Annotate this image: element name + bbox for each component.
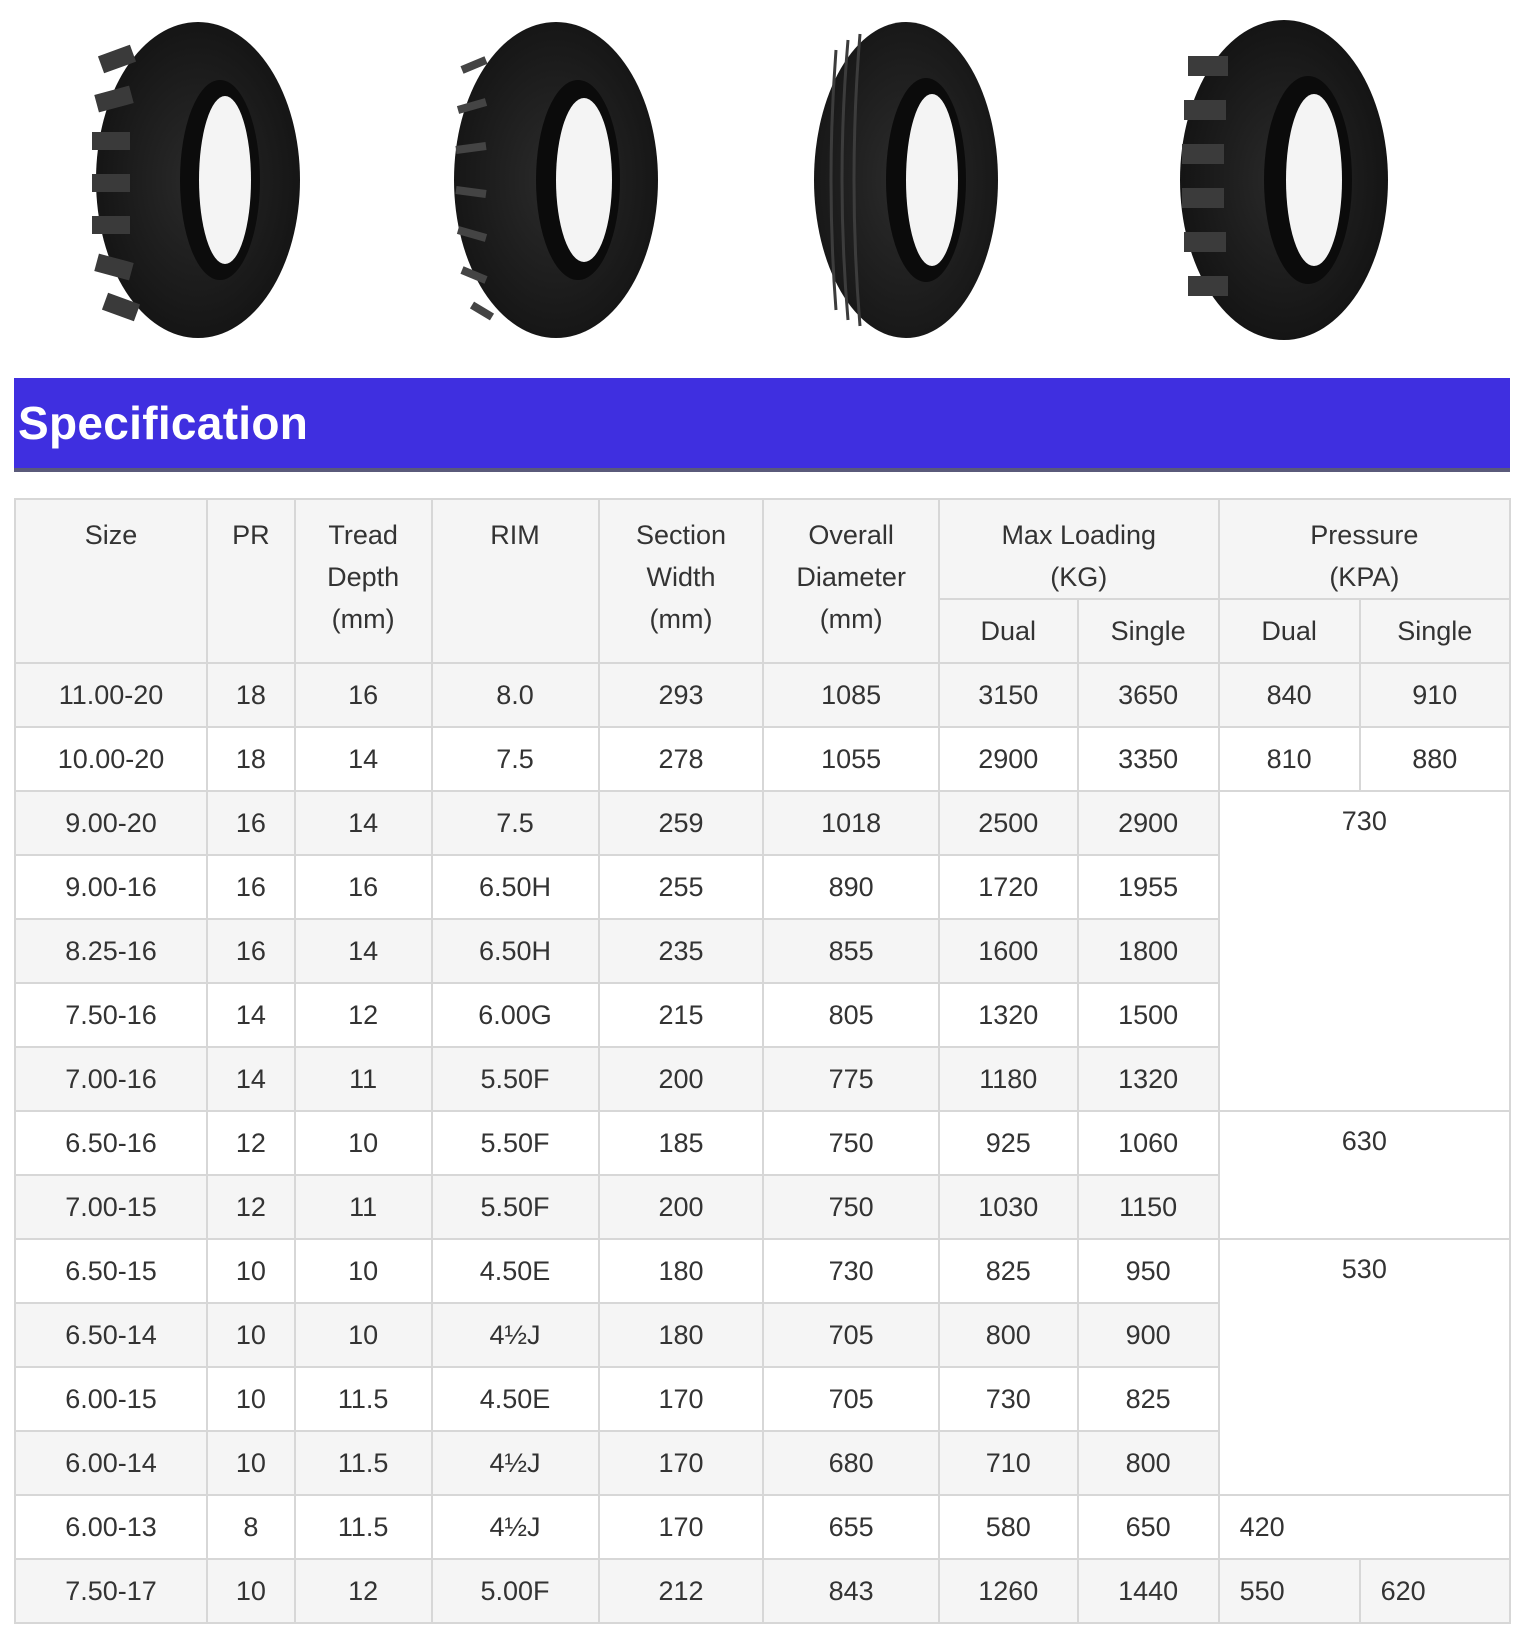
cell-diameter: 843	[763, 1559, 938, 1623]
cell-diameter: 750	[763, 1175, 938, 1239]
header-max-loading: Max Loading (KG)	[939, 499, 1219, 599]
cell-load-single: 1150	[1078, 1175, 1219, 1239]
cell-diameter: 775	[763, 1047, 938, 1111]
cell-width: 200	[599, 1047, 764, 1111]
tire-gallery	[0, 0, 1524, 360]
cell-width: 259	[599, 791, 764, 855]
header-load-single: Single	[1078, 599, 1219, 663]
cell-width: 255	[599, 855, 764, 919]
cell-rim: 5.50F	[432, 1175, 599, 1239]
cell-rim: 6.50H	[432, 919, 599, 983]
cell-load-single: 950	[1078, 1239, 1219, 1303]
cell-rim: 5.50F	[432, 1111, 599, 1175]
cell-rim: 4.50E	[432, 1239, 599, 1303]
cell-load-dual: 1600	[939, 919, 1078, 983]
cell-width: 170	[599, 1367, 764, 1431]
cell-load-single: 1800	[1078, 919, 1219, 983]
cell-rim: 4.50E	[432, 1367, 599, 1431]
cell-load-single: 1440	[1078, 1559, 1219, 1623]
cell-size: 8.25-16	[15, 919, 207, 983]
cell-load-dual: 2900	[939, 727, 1078, 791]
cell-load-single: 2900	[1078, 791, 1219, 855]
cell-tread: 11	[295, 1175, 432, 1239]
cell-width: 180	[599, 1239, 764, 1303]
cell-width: 180	[599, 1303, 764, 1367]
cell-tread: 11	[295, 1047, 432, 1111]
cell-pr: 10	[207, 1559, 295, 1623]
tire-2-image	[358, 0, 738, 360]
cell-width: 170	[599, 1495, 764, 1559]
cell-width: 278	[599, 727, 764, 791]
cell-size: 6.50-16	[15, 1111, 207, 1175]
table-row	[15, 1559, 1510, 1623]
cell-pr: 14	[207, 1047, 295, 1111]
cell-width: 235	[599, 919, 764, 983]
tire-4-image	[1090, 0, 1470, 360]
cell-pr: 18	[207, 663, 295, 727]
cell-diameter: 1018	[763, 791, 938, 855]
cell-tread: 16	[295, 855, 432, 919]
header-overall-diameter: Overall Diameter (mm)	[763, 499, 938, 663]
cell-size: 7.50-17	[15, 1559, 207, 1623]
cell-diameter: 890	[763, 855, 938, 919]
cell-tread: 11.5	[295, 1367, 432, 1431]
cell-load-dual: 580	[939, 1495, 1078, 1559]
cell-rim: 6.00G	[432, 983, 599, 1047]
cell-pr: 16	[207, 855, 295, 919]
cell-diameter: 655	[763, 1495, 938, 1559]
cell-pressure-merged-630: 630	[1219, 1111, 1510, 1239]
cell-diameter: 805	[763, 983, 938, 1047]
cell-diameter: 730	[763, 1239, 938, 1303]
cell-rim: 7.5	[432, 791, 599, 855]
cell-pr: 12	[207, 1175, 295, 1239]
banner-title: Specification	[18, 397, 309, 449]
cell-load-single: 1320	[1078, 1047, 1219, 1111]
cell-tread: 16	[295, 663, 432, 727]
cell-width: 212	[599, 1559, 764, 1623]
cell-rim: 8.0	[432, 663, 599, 727]
cell-pressure-single: 880	[1360, 727, 1510, 791]
cell-pr: 12	[207, 1111, 295, 1175]
cell-size: 6.00-14	[15, 1431, 207, 1495]
cell-load-dual: 710	[939, 1431, 1078, 1495]
cell-size: 6.00-15	[15, 1367, 207, 1431]
header-pressure-dual: Dual	[1219, 599, 1360, 663]
cell-size: 7.00-15	[15, 1175, 207, 1239]
cell-tread: 10	[295, 1303, 432, 1367]
cell-tread: 10	[295, 1111, 432, 1175]
cell-size: 9.00-20	[15, 791, 207, 855]
cell-width: 215	[599, 983, 764, 1047]
table-row	[15, 663, 1510, 727]
header-pr: PR	[207, 499, 295, 663]
cell-pressure-dual: 810	[1219, 727, 1360, 791]
cell-tread: 11.5	[295, 1495, 432, 1559]
cell-load-single: 800	[1078, 1431, 1219, 1495]
cell-pr: 18	[207, 727, 295, 791]
cell-pr: 10	[207, 1303, 295, 1367]
cell-load-single: 3650	[1078, 663, 1219, 727]
cell-load-single: 900	[1078, 1303, 1219, 1367]
header-size: Size	[15, 499, 207, 663]
table-row	[15, 1495, 1510, 1559]
cell-size: 6.50-14	[15, 1303, 207, 1367]
cell-tread: 11.5	[295, 1431, 432, 1495]
cell-load-single: 1500	[1078, 983, 1219, 1047]
cell-pressure-dual: 420	[1219, 1495, 1510, 1559]
cell-rim: 5.00F	[432, 1559, 599, 1623]
cell-width: 170	[599, 1431, 764, 1495]
cell-diameter: 855	[763, 919, 938, 983]
cell-rim: 6.50H	[432, 855, 599, 919]
cell-diameter: 1055	[763, 727, 938, 791]
cell-diameter: 705	[763, 1367, 938, 1431]
cell-load-dual: 825	[939, 1239, 1078, 1303]
cell-load-dual: 800	[939, 1303, 1078, 1367]
cell-size: 7.50-16	[15, 983, 207, 1047]
cell-load-dual: 1030	[939, 1175, 1078, 1239]
cell-pressure-merged-730: 730	[1219, 791, 1510, 1111]
specification-banner	[14, 378, 1510, 472]
header-section-width: Section Width (mm)	[599, 499, 764, 663]
cell-pr: 8	[207, 1495, 295, 1559]
cell-pressure-dual: 550	[1219, 1559, 1360, 1623]
cell-pressure-single: 910	[1360, 663, 1510, 727]
cell-rim: 7.5	[432, 727, 599, 791]
cell-tread: 10	[295, 1239, 432, 1303]
cell-size: 11.00-20	[15, 663, 207, 727]
tire-3-image	[716, 0, 1096, 360]
header-pressure: Pressure (KPA)	[1219, 499, 1510, 599]
cell-load-dual: 1320	[939, 983, 1078, 1047]
cell-rim: 4½J	[432, 1303, 599, 1367]
cell-load-single: 825	[1078, 1367, 1219, 1431]
tire-1-image	[0, 0, 380, 360]
cell-pr: 10	[207, 1431, 295, 1495]
cell-tread: 14	[295, 791, 432, 855]
cell-rim: 4½J	[432, 1495, 599, 1559]
cell-load-single: 650	[1078, 1495, 1219, 1559]
cell-pr: 10	[207, 1367, 295, 1431]
cell-pressure-single: 620	[1360, 1559, 1510, 1623]
table-row	[15, 791, 1510, 855]
cell-pressure-dual: 840	[1219, 663, 1360, 727]
cell-load-dual: 3150	[939, 663, 1078, 727]
cell-load-dual: 1720	[939, 855, 1078, 919]
cell-rim: 4½J	[432, 1431, 599, 1495]
cell-load-single: 1955	[1078, 855, 1219, 919]
cell-diameter: 705	[763, 1303, 938, 1367]
cell-size: 9.00-16	[15, 855, 207, 919]
cell-pr: 14	[207, 983, 295, 1047]
cell-tread: 12	[295, 983, 432, 1047]
cell-tread: 14	[295, 727, 432, 791]
cell-pr: 16	[207, 791, 295, 855]
table-row	[15, 727, 1510, 791]
cell-tread: 14	[295, 919, 432, 983]
cell-diameter: 750	[763, 1111, 938, 1175]
cell-size: 7.00-16	[15, 1047, 207, 1111]
cell-pr: 16	[207, 919, 295, 983]
cell-rim: 5.50F	[432, 1047, 599, 1111]
cell-load-dual: 1260	[939, 1559, 1078, 1623]
cell-diameter: 680	[763, 1431, 938, 1495]
cell-size: 10.00-20	[15, 727, 207, 791]
cell-load-dual: 925	[939, 1111, 1078, 1175]
header-rim: RIM	[432, 499, 599, 663]
table-row	[15, 1239, 1510, 1303]
cell-load-dual: 730	[939, 1367, 1078, 1431]
cell-pressure-merged-530: 530	[1219, 1239, 1510, 1495]
cell-load-dual: 1180	[939, 1047, 1078, 1111]
cell-size: 6.50-15	[15, 1239, 207, 1303]
header-pressure-single: Single	[1360, 599, 1510, 663]
cell-diameter: 1085	[763, 663, 938, 727]
cell-size: 6.00-13	[15, 1495, 207, 1559]
cell-pr: 10	[207, 1239, 295, 1303]
specification-table	[14, 498, 1511, 1624]
cell-width: 293	[599, 663, 764, 727]
header-tread-depth: Tread Depth (mm)	[295, 499, 432, 663]
header-load-dual: Dual	[939, 599, 1078, 663]
cell-width: 200	[599, 1175, 764, 1239]
table-row	[15, 1111, 1510, 1175]
cell-tread: 12	[295, 1559, 432, 1623]
cell-load-dual: 2500	[939, 791, 1078, 855]
cell-width: 185	[599, 1111, 764, 1175]
cell-load-single: 3350	[1078, 727, 1219, 791]
cell-load-single: 1060	[1078, 1111, 1219, 1175]
